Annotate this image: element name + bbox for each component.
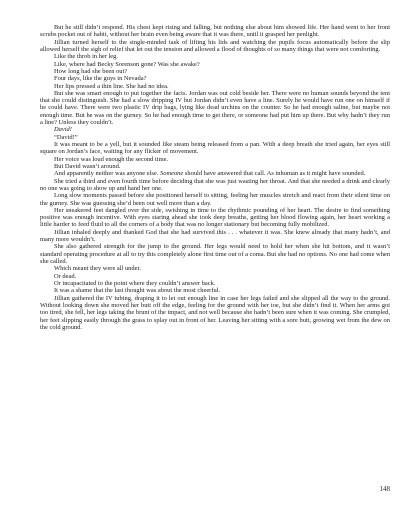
paragraph-19: She also gathered strength for the jump to the ground. Her legs would need to hold her when she hit bottom, and it wasn’t standard operating procedure at all to try this completely alone first time out of a coma. But she had no options. No one had come when she called. [40,243,390,265]
paragraph-12: Her voice was loud enough the second time. [54,155,169,163]
paragraph-11: It was meant to be a yell, but it sounded like steam being released from a pan. With a deep breath she tried again, her eyes still square on Jordan’s face, waiting for any flicker of movement. [40,141,390,156]
paragraph-22: Or incapacitated to the point where they couldn’t answer back. [54,279,216,287]
paragraph-4: Like, where had Becky Sorenson gone? Was she awake? [54,60,200,68]
paragraph-18: Jillian inhaled deeply and thanked God that she had survived this . . . whatever it was. She knew already that many hadn’t, and many more wouldn’t. [40,228,390,244]
emphasis-someone: Someone [160,170,184,178]
paragraph-16: Long slow moments passed before she positioned herself to sitting, feeling her muscles stretch and react from their silent time on the gurney. She was guessing she’d been out well more than a day. [40,192,390,207]
paragraph-23: It was a shame that the last thought was about the most cheerful. [54,287,221,295]
paragraph-2: Jillian turned herself to the single-minded task of lifting his lids and watching the pupils focus automatically before the slip allowed herself the sigh of relief that let out the tension and allowed a flood of thoughts of so many things that were not comforting. [40,38,390,53]
paragraph-1: But he still didn’t respond. His chest kept rising and falling, but nothing else about him showed life. Her hand went to her front scrubs pocket out of habit, without her brain even being aware that it was there, until it grasped her penlight. [40,24,390,39]
paragraph-14: And apparently neither was anyone else. Someone should have answered that call. As inhuman as it might have sounded. [54,170,366,178]
paragraph-13: But David wasn’t around. [54,162,121,170]
paragraph-21: Or dead. [54,272,77,280]
paragraph-3: Like the throb in her leg. [54,53,118,61]
paragraph-17: Her sneakered feet dangled over the side, swishing in time to the rhythmic pounding of her heart. The desire to find something positive was enough incentive. With eyes staring ahead she took deep breaths, getting her blood flowing again, her heart working a little harder to feed fluid to all the corners of a body that was no longer stationary but becoming fully mobilized. [40,206,390,229]
paragraph-9: David! [54,126,72,134]
page-number: 148 [379,485,390,493]
body-text [40,24,390,331]
paragraph-7: Her lips pressed a thin line. She had no idea. [54,82,169,90]
paragraph-10: “David!” [54,133,78,141]
paragraph-5: How long had she been out? [54,67,128,75]
paragraph-15: She tried a third and even fourth time before deciding that she was just wasting her throat. And that she needed a drink and clearly no one was going to show up and hand her one. [40,177,390,192]
paragraph-24: Jillian gathered the IV tubing, draping it to let out enough line in case her legs failed and she slipped all the way to the ground. Without looking down she moved her butt off the edge, feeling for the ground with her toe, but she didn’t find it. When her arms got too tired, she fell, her legs taking the brunt of the impact, and not well because she hadn’t been sure when it was coming. She crumpled, her feet slipping easily through the grass to splay out in front of her. Leaving her sitting with a sore butt, growing wet from the dew on the cold ground. [40,294,390,331]
paragraph-20: Which meant they were all under. [54,265,141,273]
paragraph-8: But she was smart enough to put together the facts. Jordan was out cold beside her. There were no human sounds beyond the tent that she could distinguish. She had a slow dripping IV but Jordan didn’t even have a line. Surely he would have run one on himself if he could have. There were two plastic IV drip bags, lying like dead urchins on the counter. So he had enough saline, but maybe not enough time. But he was on the gurney. So he had enough time to get there, or someone had put him up there. But why hadn’t they run a line? Unless they couldn’t. [40,89,390,127]
paragraph-6: Four days, like the guys in Nevada? [54,75,147,83]
